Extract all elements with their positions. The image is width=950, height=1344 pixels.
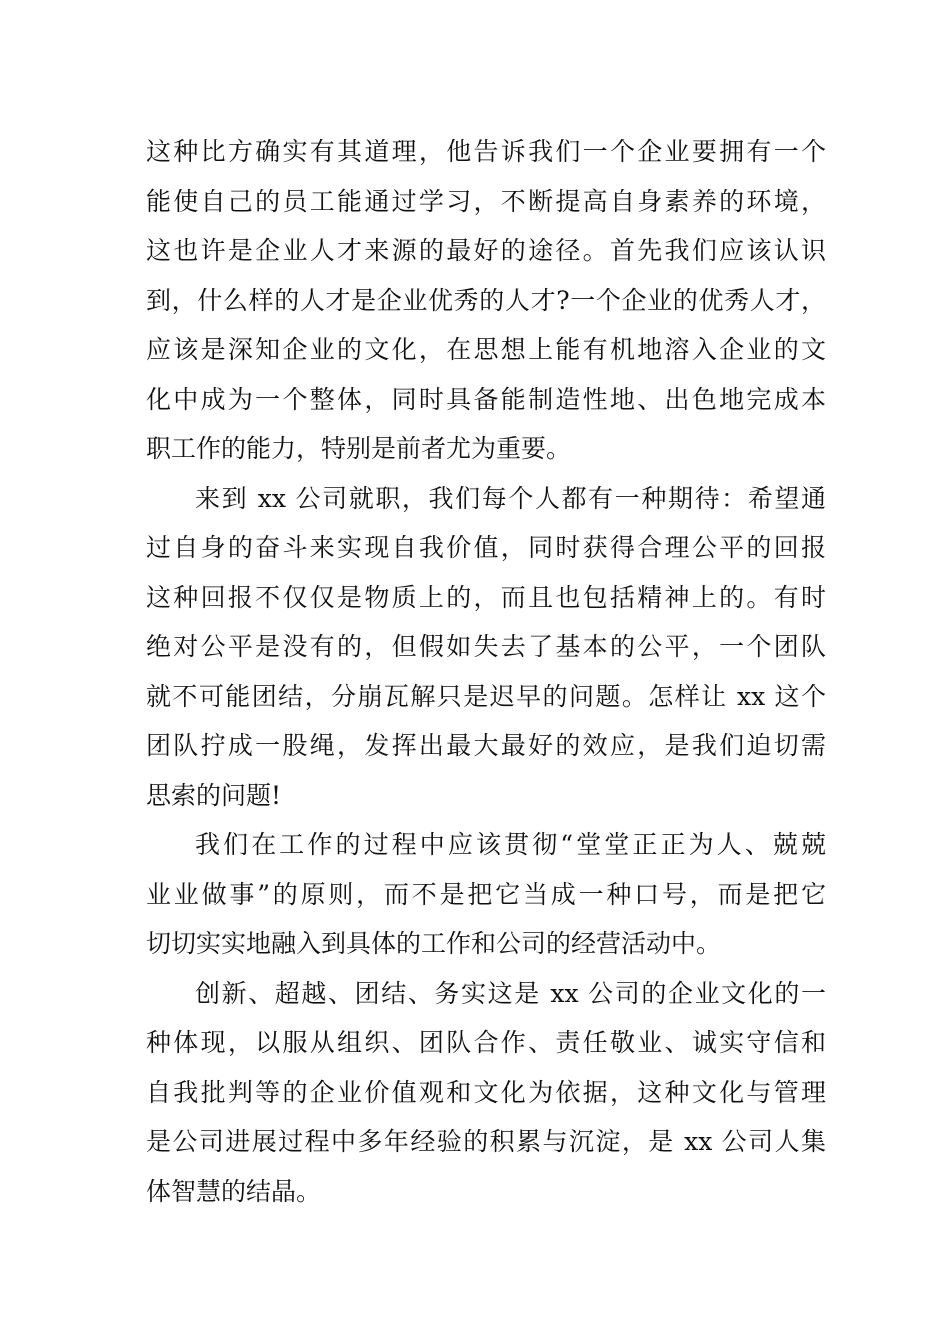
paragraph-4-line-1: 创新、超越、团结、务实这是 xx 公司的企业文化的一 bbox=[195, 979, 826, 1008]
paragraph-3-line-3: 切切实实地融入到具体的工作和公司的经营活动中。 bbox=[146, 929, 722, 958]
paragraph-2-line-7: 思索的问题! bbox=[146, 781, 282, 810]
paragraph-1-line-5: 应该是深知企业的文化，在思想上能有机地溶入企业的文 bbox=[146, 335, 826, 364]
paragraph-1-line-7: 职工作的能力，特别是前者尤为重要。 bbox=[146, 434, 572, 463]
paragraph-1-line-1: 这种比方确实有其道理，他告诉我们一个企业要拥有一个 bbox=[146, 137, 826, 166]
paragraph-3-line-2: 业业做事”的原则，而不是把它当成一种口号，而是把它 bbox=[146, 880, 826, 909]
paragraph-1-line-3: 这也许是企业人才来源的最好的途径。首先我们应该认识 bbox=[146, 236, 826, 265]
paragraph-4-line-5: 体智慧的结晶。 bbox=[146, 1177, 322, 1206]
paragraph-1-line-2: 能使自己的员工能通过学习，不断提高自身素养的环境， bbox=[146, 187, 826, 216]
paragraph-1-line-6: 化中成为一个整体，同时具备能制造性地、出色地完成本 bbox=[146, 385, 826, 414]
paragraph-2-line-2: 过自身的奋斗来实现自我价值，同时获得合理公平的回报 bbox=[146, 533, 826, 562]
paragraph-2-line-1: 来到 xx 公司就职，我们每个人都有一种期待：希望通 bbox=[195, 484, 826, 513]
paragraph-2-line-4: 绝对公平是没有的，但假如失去了基本的公平，一个团队 bbox=[146, 632, 826, 661]
paragraph-1-line-4: 到，什么样的人才是企业优秀的人才?一个企业的优秀人才， bbox=[146, 286, 826, 315]
paragraph-2-line-3: 这种回报不仅仅是物质上的，而且也包括精神上的。有时 bbox=[146, 583, 826, 612]
paragraph-4-line-2: 种体现，以服从组织、团队合作、责任敬业、诚实守信和 bbox=[146, 1028, 826, 1057]
paragraph-2-line-5: 就不可能团结，分崩瓦解只是迟早的问题。怎样让 xx 这个 bbox=[146, 682, 826, 711]
paragraph-2-line-6: 团队拧成一股绳，发挥出最大最好的效应，是我们迫切需 bbox=[146, 731, 826, 760]
paragraph-3-line-1: 我们在工作的过程中应该贯彻“堂堂正正为人、兢兢 bbox=[195, 830, 826, 859]
paragraph-4-line-4: 是公司进展过程中多年经验的积累与沉淀，是 xx 公司人集 bbox=[146, 1127, 826, 1156]
paragraph-4-line-3: 自我批判等的企业价值观和文化为依据，这种文化与管理 bbox=[146, 1078, 826, 1107]
